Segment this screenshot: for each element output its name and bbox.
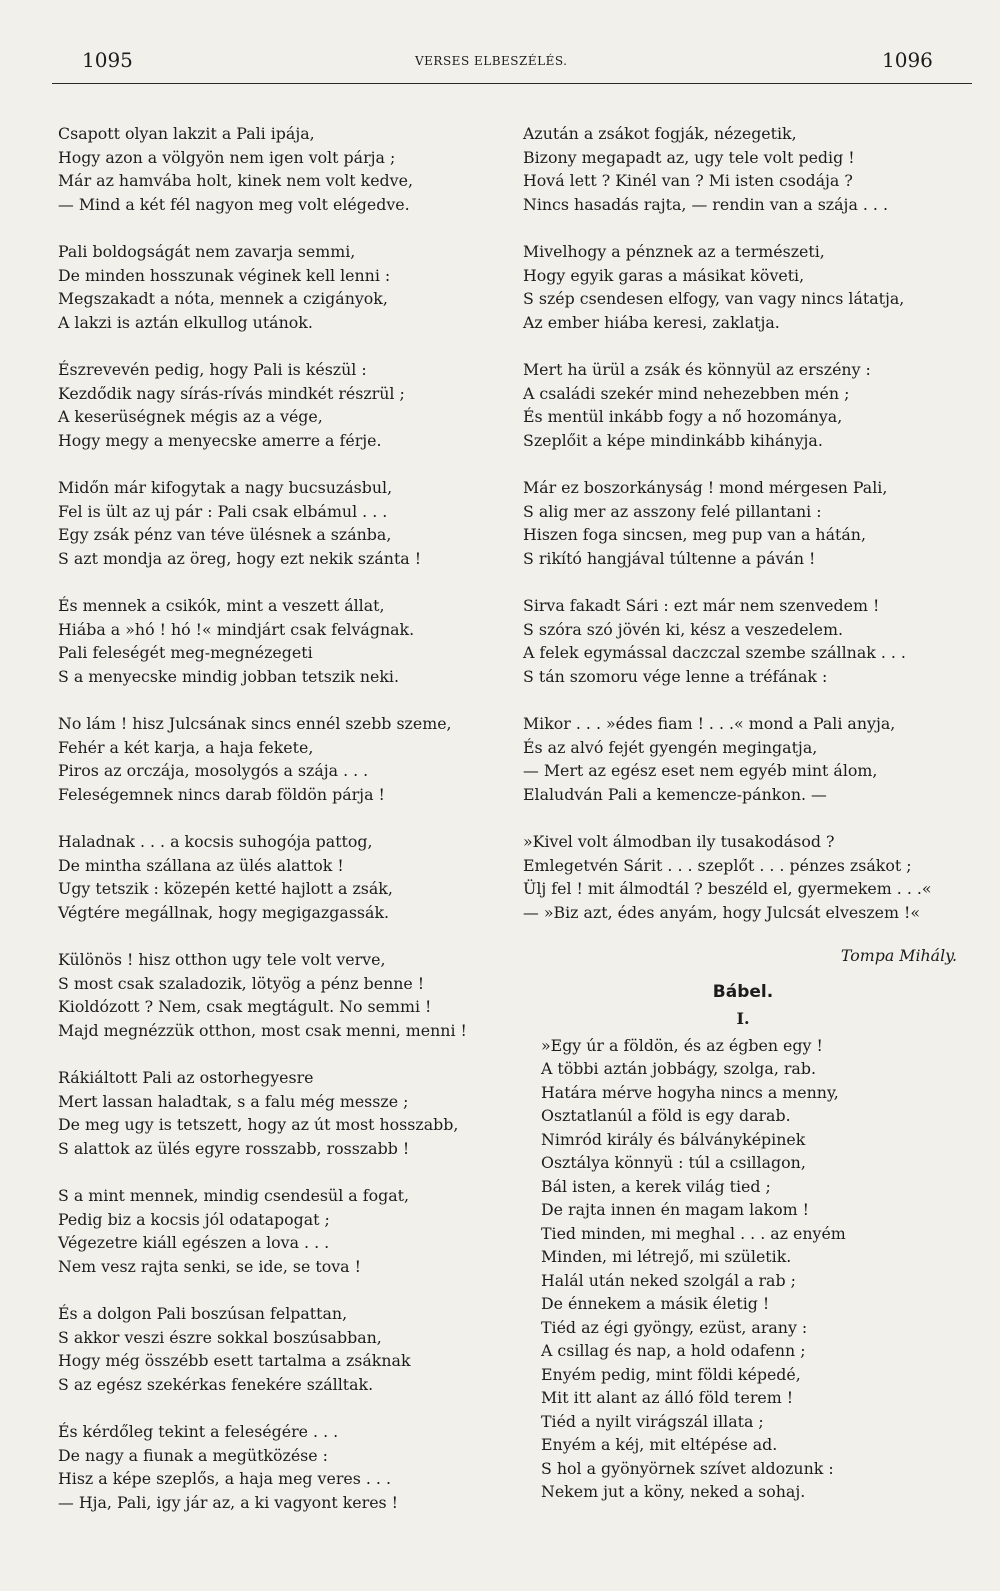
verse-line: S most csak szaladozik, lötyög a pénz benne ! [58,973,425,993]
verse-line: Nekem jut a köny, neked a sohaj. [541,1482,806,1501]
stanza [523,594,963,688]
stanza [58,1184,494,1278]
verse-line: Osztatlanúl a föld is egy darab. [541,1106,791,1125]
stanza [58,594,494,688]
running-title: VERSES ELBESZÉLÉS. [415,54,568,68]
verse-line: Nimród király és bálványképinek [541,1129,806,1149]
verse-line: Hogy azon a völgyön nem igen volt párja ; [58,147,396,167]
stanza [523,712,963,806]
stanza [58,358,494,452]
verse-line: Bizony megapadt az, ugy tele volt pedig ! [523,147,855,167]
verse-line: A lakzi is aztán elkullog utánok. [58,312,313,332]
verse-line: S szóra szó jövén ki, kész a veszedelem. [523,619,844,639]
verse-line: Szeplőit a képe mindinkább kihányja. [523,430,823,450]
verse-line: És kérdőleg tekint a feleségére . . . [58,1422,339,1441]
verse-line: A keserüségnek mégis az a vége, [58,407,323,426]
verse-line: De mintha szállana az ülés alattok ! [58,855,344,875]
verse-line: És a dolgon Pali boszúsan felpattan, [58,1304,348,1323]
verse-line: Határa mérve hogyha nincs a menny, [541,1082,839,1102]
verse-line: S alattok az ülés egyre rosszabb, rosszabb ! [58,1138,410,1158]
verse-line: És mentül inkább fogy a nő hozománya, [523,407,843,426]
verse-line: Minden, mi létrejő, mi születik. [541,1247,792,1266]
verse-line: Mert ha ürül a zsák és könnyül az erszény : [523,360,871,379]
verse-line: Hisz a képe szeplős, a haja meg veres . . . [58,1469,391,1488]
verse-line: »Kivel volt álmodban ily tusakodásod ? [523,832,835,851]
verse-line: Megszakadt a nóta, mennek a czigányok, [58,289,388,308]
header-rule [52,83,972,84]
verse-line: No lám ! hisz Julcsának sincs ennél szebb szeme, [58,714,452,733]
stanza [58,122,494,216]
verse-line: Mert lassan haladtak, s a falu még messze ; [58,1091,409,1111]
stanza [58,1066,494,1160]
verse-line: Nincs hasadás rajta, — rendin van a szája . . . [523,194,888,214]
verse-line: S a menyecske mindig jobban tetszik neki. [58,666,399,686]
verse-line: De rajta innen én magam lakom ! [541,1200,810,1219]
page-number-left: 1095 [82,48,133,72]
verse-line: Fehér a két karja, a haja fekete, [58,737,314,757]
verse-line: Haladnak . . . a kocsis suhogója pattog, [58,832,373,851]
verse-line: Enyém pedig, mint földi képedé, [541,1364,801,1384]
verse-line: Egy zsák pénz van téve ülésnek a szánba, [58,525,392,544]
verse-line: Már ez boszorkányság ! mond mérgesen Pali, [523,478,888,497]
verse-line: Pali feleségét meg-megnézegeti [58,643,313,662]
verse-line: A csillag és nap, a hold odafenn ; [541,1341,806,1360]
poem-title: Bábel. [712,981,774,1002]
verse-line: S hol a gyönyörnek szívet aldozunk : [541,1458,834,1478]
verse-line: Nem vesz rajta senki, se ide, se tova ! [58,1256,361,1276]
verse-line: Az ember hiába keresi, zaklatja. [523,312,780,332]
right-column [523,122,963,1504]
verse-line: Csapott olyan lakzit a Pali ipája, [58,124,315,143]
verse-line: S a mint mennek, mindig csendesül a fogat, [58,1186,409,1205]
verse-line: A többi aztán jobbágy, szolga, rab. [541,1059,816,1078]
verse-line: — Hja, Pali, igy jár az, a ki vagyont keres ! [58,1492,399,1512]
verse-line: Különös ! hisz otthon ugy tele volt verve, [58,950,386,969]
verse-line: Piros az orczája, mosolygós a szája . . . [58,761,369,780]
verse-line: Kioldózott ? Nem, csak megtágult. No semmi ! [58,997,432,1016]
verse-line: Bál isten, a kerek világ tied ; [541,1176,771,1196]
verse-line: Tied minden, mi meghal . . . az enyém [541,1223,846,1243]
verse-line: S tán szomoru vége lenne a tréfának : [523,666,828,686]
left-column [58,122,494,1538]
stanza [523,240,963,334]
verse-line: Ülj fel ! mit álmodtál ? beszéld el, gyermekem . . .« [523,879,932,898]
verse-line: S az egész szekérkas fenekére szálltak. [58,1374,374,1394]
verse-line: Észrevevén pedig, hogy Pali is készül : [58,360,367,379]
verse-line: — Mert az egész eset nem egyéb mint álom, [523,761,878,780]
verse-line: Pali boldogságát nem zavarja semmi, [58,242,356,261]
stanza [523,830,963,924]
verse-line: Végtére megállnak, hogy megigazgassák. [58,902,390,922]
verse-line: Ugy tetszik : közepén ketté hajlott a zsák, [58,879,393,898]
verse-line: Tiéd a nyilt virágszál illata ; [541,1411,764,1431]
page-number-right: 1096 [882,48,933,72]
verse-line: Midőn már kifogytak a nagy bucsuzásbul, [58,478,393,497]
verse-line: Mit itt alant az álló föld terem ! [541,1388,794,1407]
verse-line: Hiába a »hó ! hó !« mindjárt csak felvágnak. [58,619,415,639]
verse-line: Pedig biz a kocsis jól odatapogat ; [58,1209,330,1229]
verse-line: S rikító hangjával túltenne a páván ! [523,548,816,568]
verse-line: De minden hosszunak véginek kell lenni : [58,265,391,285]
stanza [58,240,494,334]
verse-line: De nagy a fiunak a megütközése : [58,1445,328,1465]
verse-line: S azt mondja az öreg, hogy ezt nekik szánta ! [58,548,422,568]
verse-line: Kezdődik nagy sírás-rívás mindkét részrül ; [58,383,405,403]
verse-line: Elaludván Pali a kemencze-pánkon. — [523,784,827,804]
verse-line: De meg ugy is tetszett, hogy az út most hosszabb, [58,1115,459,1134]
verse-line: És az alvó fejét gyengén megingatja, [523,737,818,757]
stanza [523,476,963,570]
stanza [58,1420,494,1514]
verse-line: Halál után neked szolgál a rab ; [541,1270,796,1290]
author-signature: Tompa Mihály. [840,946,957,965]
verse-line: Hogy még összébb esett tartalma a zsáknak [58,1351,411,1370]
verse-line: És mennek a csikók, mint a veszett állat, [58,596,385,615]
stanza [58,1302,494,1396]
verse-line: Mikor . . . »édes fiam ! . . .« mond a Pali anyja, [523,714,896,733]
verse-line: Majd megnézzük otthon, most csak menni, menni ! [58,1020,467,1040]
stanza [523,122,963,216]
verse-line: Sirva fakadt Sári : ezt már nem szenvedem ! [523,596,880,615]
stanza [58,712,494,806]
poem-lines [523,1034,963,1504]
verse-line: Rákiáltott Pali az ostorhegyesre [58,1068,314,1087]
verse-line: Feleségemnek nincs darab földön párja ! [58,784,385,804]
verse-line: Végezetre kiáll egészen a lova . . . [58,1233,330,1252]
verse-line: A felek egymással daczczal szembe szállnak . . . [523,643,906,662]
poem-stanzas [523,122,963,924]
poem-section-number: I. [736,1008,750,1028]
verse-line: Hová lett ? Kinél van ? Mi isten csodája ? [523,171,853,190]
verse-line: Fel is ült az uj pár : Pali csak elbámul . . . [58,501,388,521]
verse-line: — Mind a két fél nagyon meg volt elégedve. [58,194,410,214]
verse-line: Hiszen foga sincsen, meg pup van a hátán, [523,525,866,544]
verse-line: Osztálya könnyü : túl a csillagon, [541,1153,806,1172]
stanza [523,358,963,452]
stanza [58,830,494,924]
verse-line: Már az hamvába holt, kinek nem volt kedve, [58,171,413,190]
verse-line: Azután a zsákot fogják, nézegetik, [523,124,797,143]
verse-line: Hogy egyik garas a másikat követi, [523,265,805,285]
page-header [0,0,1000,95]
verse-line: De énnekem a másik életig ! [541,1294,770,1313]
verse-line: Mivelhogy a pénznek az a természeti, [523,242,825,261]
verse-line: S szép csendesen elfogy, van vagy nincs látatja, [523,289,905,308]
verse-line: — »Biz azt, édes anyám, hogy Julcsát elveszem !« [523,902,921,922]
stanza [58,476,494,570]
verse-line: Enyém a kéj, mit eltépése ad. [541,1435,778,1454]
verse-line: »Egy úr a földön, és az égben egy ! [541,1035,823,1055]
verse-line: Tiéd az égi gyöngy, ezüst, arany : [541,1317,808,1337]
verse-line: Emlegetvén Sárit . . . szeplőt . . . pénzes zsákot ; [523,855,912,875]
verse-line: A családi szekér mind nehezebben mén ; [523,383,850,403]
verse-line: S alig mer az asszony felé pillantani : [523,501,822,521]
verse-line: S akkor veszi észre sokkal boszúsabban, [58,1327,382,1347]
stanza [58,948,494,1042]
verse-line: Hogy megy a menyecske amerre a férje. [58,430,382,450]
